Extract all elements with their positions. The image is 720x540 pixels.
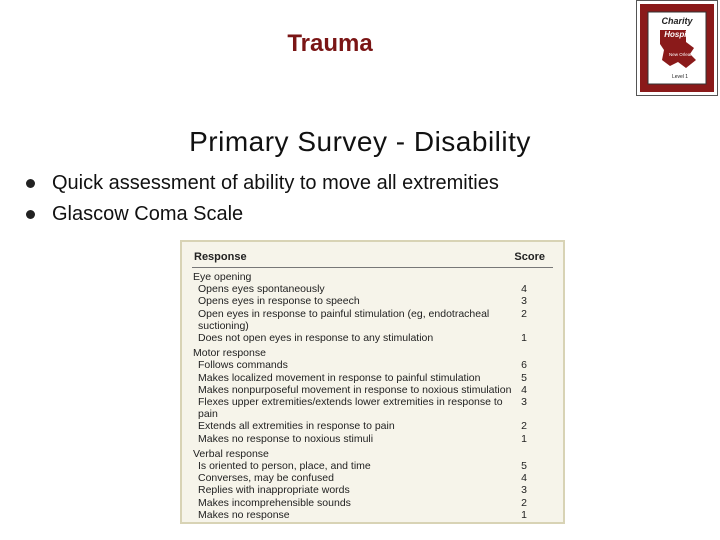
row-score: 6	[521, 359, 527, 372]
table-row	[192, 283, 553, 295]
row-label: Makes incomprehensible sounds	[198, 496, 351, 509]
section-title: Motor response	[193, 347, 266, 360]
row-score: 4	[521, 383, 527, 396]
row-label: Opens eyes spontaneously	[198, 283, 325, 296]
row-score: 1	[521, 508, 527, 521]
table-row	[192, 484, 553, 496]
row-score: 3	[521, 295, 527, 308]
bullet-icon	[26, 210, 35, 219]
row-label: Makes no response	[198, 508, 290, 521]
table-row	[192, 509, 553, 521]
table-row	[192, 384, 553, 396]
table-row	[192, 433, 553, 445]
row-score: 4	[521, 283, 527, 296]
row-score: 5	[521, 371, 527, 384]
logo-line2: Hospital	[664, 30, 696, 39]
logo-line3: New Orleans	[668, 52, 696, 57]
row-label: Makes nonpurposeful movement in response to noxious stimulation	[198, 383, 512, 396]
row-score: 1	[521, 432, 527, 445]
row-score: 1	[521, 332, 527, 345]
bullet-item	[22, 199, 499, 230]
section-subtitle: Primary Survey - Disability	[189, 126, 531, 157]
row-label: Makes no response to noxious stimuli	[198, 432, 374, 445]
row-label: Is oriented to person, place, and time	[198, 460, 371, 473]
row-label: Opens eyes in response to speech	[198, 295, 360, 308]
bullet-text: Glascow Coma Scale	[52, 203, 244, 225]
bullet-text: Quick assessment of ability to move all extremities	[52, 172, 499, 194]
glasgow-coma-scale-table	[180, 240, 565, 524]
table-row	[192, 359, 553, 371]
row-label: Converses, may be confused	[198, 472, 334, 485]
table-row	[192, 460, 553, 472]
bullet-item	[22, 168, 499, 199]
row-label: Does not open eyes in response to any stimulation	[198, 332, 434, 345]
section-motor-response	[192, 347, 553, 445]
charity-hospital-logo	[636, 0, 718, 96]
row-score: 2	[521, 496, 527, 509]
logo-line1: Charity	[661, 16, 693, 26]
table-row	[192, 420, 553, 432]
row-score: 4	[521, 472, 527, 485]
header-response: Response	[194, 251, 247, 263]
table-row	[192, 308, 553, 332]
section-title: Verbal response	[193, 447, 269, 460]
row-label: Replies with inappropriate words	[198, 484, 350, 497]
logo-emblem-icon	[640, 4, 714, 92]
table-row	[192, 332, 553, 344]
header-score: Score	[514, 251, 545, 263]
row-label: Flexes upper extremities/extends lower extremities in response to pain	[198, 396, 503, 421]
bullet-list	[22, 168, 499, 230]
section-verbal-response	[192, 448, 553, 521]
logo-line4: Level 1	[671, 74, 689, 80]
table-row	[192, 295, 553, 307]
row-score: 2	[521, 420, 527, 433]
slide-title: Trauma	[287, 30, 373, 57]
row-score: 5	[521, 460, 527, 473]
row-label: Extends all extremities in response to pain	[198, 420, 395, 433]
table-row	[192, 472, 553, 484]
bullet-icon	[26, 179, 35, 188]
row-label: Open eyes in response to painful stimulation (eg, endotracheal suctioning)	[198, 307, 490, 332]
row-label: Follows commands	[198, 359, 288, 372]
table-row	[192, 396, 553, 420]
row-label: Makes localized movement in response to painful stimulation	[198, 371, 481, 384]
row-score: 3	[521, 396, 527, 409]
row-score: 2	[521, 307, 527, 320]
table-header	[192, 248, 553, 268]
section-title: Eye opening	[193, 271, 252, 283]
section-eye-opening	[192, 271, 553, 344]
table-row	[192, 497, 553, 509]
table-row	[192, 372, 553, 384]
row-score: 3	[521, 484, 527, 497]
